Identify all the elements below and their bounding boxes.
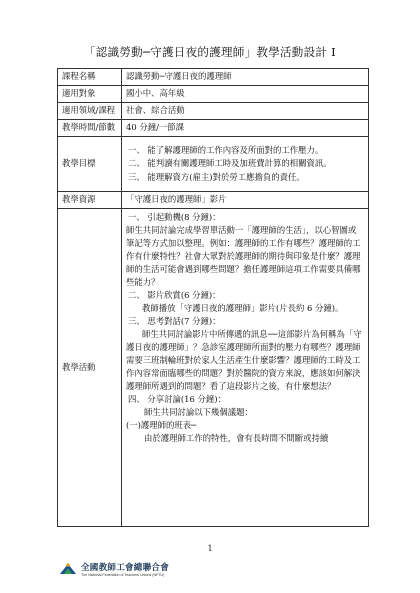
domain-value: 社會、綜合活動 (122, 103, 369, 120)
section-body: 師生共同討論完成學習單活動一「護理師的生活」，以心智圖或筆記等方式加以整理。例如：護理師的工作有哪些？護理師的工作有什麼特性？社會大眾對於護理師的期待與印象是什麼？護理師的生活可能會遇到哪些問題？擔任護理師這項工作需要具備哪些能力？ (126, 225, 361, 288)
row-domain (58, 103, 369, 120)
lesson-plan-table (57, 68, 369, 527)
course-name-label: 課程名稱 (58, 69, 122, 86)
subsection-heading: (一)護理師的班表─ (126, 420, 197, 431)
footer-organization (59, 561, 169, 577)
row-audience (58, 86, 369, 103)
org-name-en: The National Federation of Teachers Unions (NFTU) (81, 573, 165, 577)
section-body: 教師播放「守護日夜的護理師」影片(片長約 6 分鐘)。 (142, 303, 344, 314)
resources-label: 教學資源 (58, 192, 122, 209)
goal-item: 一、 能了解護理師的工作內容及所面對的工作壓力。 (128, 145, 324, 156)
domain-label: 適用領域/課程 (58, 103, 122, 120)
time-value: 40 分鐘/一節課 (122, 120, 369, 137)
section-body: 師生共同討論以下幾個議題： (144, 407, 253, 418)
section-heading: 四、 分享討論(16 分鐘)： (128, 394, 226, 405)
document-title: 「認識勞動─守護日夜的護理師」教學活動設計 Ⅰ (83, 45, 337, 59)
activities-label: 教學活動 (58, 209, 122, 527)
row-activities (58, 209, 369, 527)
nftu-logo-icon (59, 562, 77, 576)
goal-item: 三、 能理解資方(雇主)對於勞工應擔負的責任。 (128, 171, 305, 182)
page-number: 1 (207, 544, 213, 553)
activities-value (122, 209, 369, 527)
goal-item: 二、 能判讀有關護理師工時及加班費計算的相關資訊。 (128, 158, 332, 169)
resources-value: 「守護日夜的護理師」影片 (122, 192, 369, 209)
section-heading: 三、 思考對話(7 分鐘)： (128, 316, 221, 327)
section-heading: 二、 影片欣賞(6 分鐘)： (128, 290, 221, 301)
section-body: 師生共同討論影片中所傳遞的訊息──這部影片為何稱為「守護日夜的護理師」？急診室護理師所面對的壓力有哪些？護理師需要三班制輪班對於家人生活產生什麼影響？護理師的工時及工作內容常面臨哪些的問題？對於醫院的資方來說，應該如何解決護理師所遇到的問題？看了這段影片之後，有什麼想法？ (126, 329, 362, 392)
section-heading: 一、 引起動機(8 分鐘)： (128, 212, 221, 222)
goals-label: 教學目標 (58, 137, 122, 192)
row-goals (58, 137, 369, 192)
time-label: 教學時間/節數 (58, 120, 122, 137)
course-name-value: 認識勞動─守護日夜的護理師 (122, 69, 369, 86)
org-name: 全國教師工會總聯合會 (81, 563, 170, 573)
row-resources (58, 192, 369, 209)
subsection-body: 由於護理師工作的特性，會有長時間不間斷或持續 (144, 433, 329, 444)
row-course-name (58, 69, 369, 86)
audience-value: 國小中、高年級 (122, 86, 369, 103)
goals-value (122, 137, 369, 192)
row-time (58, 120, 369, 137)
org-name-block (81, 561, 169, 577)
audience-label: 適用對象 (58, 86, 122, 103)
